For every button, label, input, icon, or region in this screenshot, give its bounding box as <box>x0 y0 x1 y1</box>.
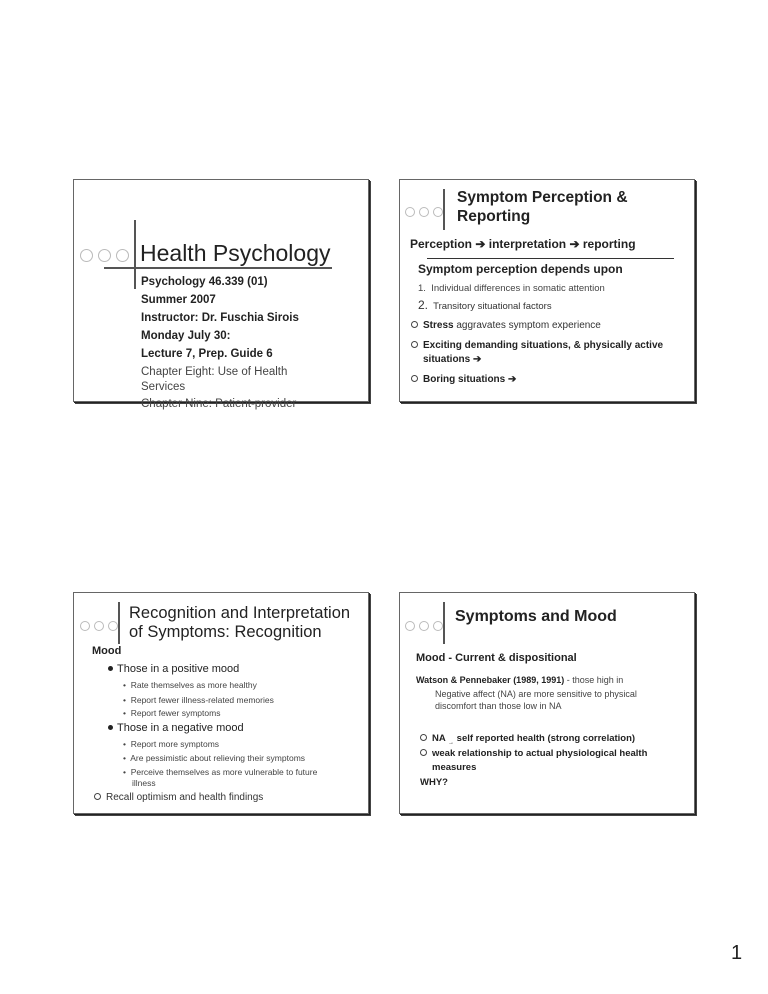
negative-subitem: • Are pessimistic about relieving their symptoms <box>123 753 306 763</box>
slide-title: Health Psychology <box>140 240 331 266</box>
filled-bullet-icon <box>108 725 113 730</box>
page-number: 1 <box>731 942 743 964</box>
hollow-bullet-icon <box>420 734 427 741</box>
lecture: Lecture 7, Prep. Guide 6 <box>141 348 273 360</box>
positive-mood-item: Those in a positive mood <box>108 663 239 675</box>
hollow-bullet-icon <box>420 749 427 756</box>
recall-bullet: Recall optimism and health findings <box>94 792 263 803</box>
slide-recognition <box>73 592 369 814</box>
positive-subitem: • Report fewer symptoms <box>123 708 221 718</box>
arrow-right-icon: → <box>448 739 455 746</box>
chapter-eight-cont: Services <box>141 381 186 393</box>
slide-title-line-1: Symptom Perception & <box>457 189 628 206</box>
process-flow: Perception ➔ interpretation ➔ reporting <box>410 237 636 251</box>
instructor: Instructor: Dr. Fuschia Sirois <box>141 312 299 324</box>
na-bullet: NA $_\to$ self reported health (strong correlation) <box>420 733 635 746</box>
chapter-eight: Chapter Eight: Use of Health <box>141 366 288 378</box>
title-vertical-rule <box>443 189 445 230</box>
citation-line-3: discomfort than those low in NA <box>435 701 562 711</box>
hollow-bullet-icon <box>411 321 418 328</box>
positive-subitem: • Report fewer illness-related memories <box>123 695 274 705</box>
negative-subitem-cont: illness <box>132 778 156 788</box>
divider <box>427 258 674 259</box>
decorative-circles-icon <box>80 249 129 262</box>
bullet-exciting: Exciting demanding situations, & physically active <box>411 340 663 351</box>
bullet-exciting-cont: situations ➔ <box>423 354 482 365</box>
hollow-bullet-icon <box>411 341 418 348</box>
mood-heading: Mood <box>92 645 122 657</box>
title-vertical-rule <box>443 602 445 644</box>
decorative-circles-icon <box>405 207 443 217</box>
course-number: Psychology 46.339 (01) <box>141 276 268 288</box>
hollow-bullet-icon <box>94 793 101 800</box>
slide-title: Symptoms and Mood <box>455 608 617 625</box>
term: Summer 2007 <box>141 294 216 306</box>
subheading: Symptom perception depends upon <box>418 262 623 276</box>
slide-title-line-2: of Symptoms: Recognition <box>129 623 322 641</box>
numbered-item-1: 1. Individual differences in somatic attention <box>418 283 605 294</box>
numbered-item-2: 2. Transitory situational factors <box>418 298 552 312</box>
slide-symptom-perception <box>399 179 695 402</box>
decorative-circles-icon <box>80 621 118 631</box>
arrow-right-icon: ➔ <box>569 237 580 251</box>
chapter-nine-clipped: Chapter Nine: Patient-provider <box>141 398 297 410</box>
slide-title-line-2: Reporting <box>457 208 531 225</box>
date: Monday July 30: <box>141 330 231 342</box>
citation-line-2: Negative affect (NA) are more sensitive to physical <box>435 689 637 699</box>
negative-subitem: • Perceive themselves as more vulnerable to future <box>123 767 318 777</box>
weak-relationship-cont: measures <box>432 762 477 773</box>
arrow-right-icon: ➔ <box>475 237 486 251</box>
mood-heading: Mood - Current & dispositional <box>416 652 577 664</box>
title-vertical-rule <box>118 602 120 644</box>
slide-title-line-1: Recognition and Interpretation <box>129 604 351 622</box>
negative-mood-item: Those in a negative mood <box>108 722 244 734</box>
title-horizontal-rule <box>104 267 332 269</box>
bullet-stress: Stress aggravates symptom experience <box>411 320 601 331</box>
positive-subitem: • Rate themselves as more healthy <box>123 680 257 690</box>
negative-subitem: • Report more symptoms <box>123 739 220 749</box>
slide-health-psychology <box>73 179 369 410</box>
bullet-boring: Boring situations ➔ <box>411 374 516 385</box>
filled-bullet-icon <box>108 666 113 671</box>
title-vertical-rule <box>134 220 136 289</box>
hollow-bullet-icon <box>411 375 418 382</box>
weak-relationship-bullet: weak relationship to actual physiological health <box>420 748 647 759</box>
why-question: WHY? <box>420 777 448 788</box>
slide-symptoms-and-mood <box>399 592 695 814</box>
decorative-circles-icon <box>405 621 443 631</box>
citation: Watson & Pennebaker (1989, 1991) - those high in <box>416 675 624 685</box>
